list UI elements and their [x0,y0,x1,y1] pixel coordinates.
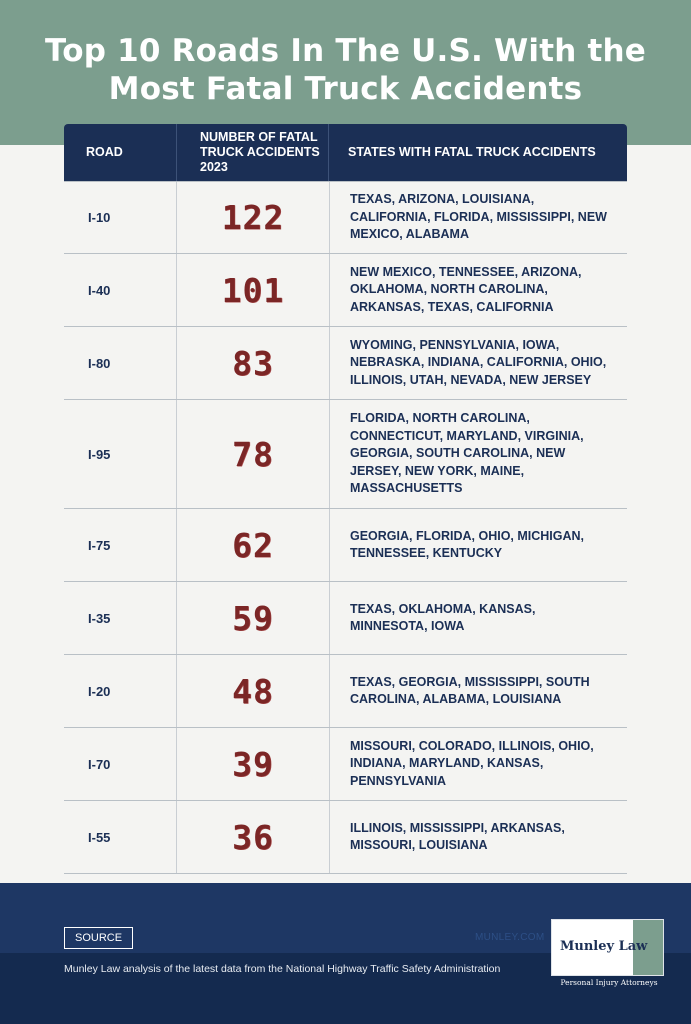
table-row [64,582,627,655]
states-cell: FLORIDA, NORTH CAROLINA, CONNECTICUT, MARYLAND, VIRGINIA, GEORGIA, SOUTH CAROLINA, NEW JERSEY, NEW YORK, MAINE, MASSACHUSETTS [350,411,584,496]
road-cell: I-10 [88,210,111,225]
table-row [64,509,627,582]
table-row [64,655,627,728]
road-cell: I-80 [88,355,111,371]
states-cell: WYOMING, PENNSYLVANIA, IOWA, NEBRASKA, INDIANA, CALIFORNIA, OHIO, ILLINOIS, UTAH, NEVADA, NEW JERSEY [350,337,607,387]
accident-count: 101 [176,254,330,326]
source-label: SOURCE [64,927,133,949]
road-cell: I-70 [88,756,111,772]
road-cell: I-20 [88,683,111,699]
table-header [64,124,627,181]
table-row [64,327,627,400]
road-cell: I-55 [88,829,111,845]
accident-count: 62 [176,509,330,581]
header-divider [176,124,177,181]
page-title [0,32,691,108]
table-row [64,254,627,327]
logo-tagline: Personal Injury Attorneys [560,978,658,987]
states-cell: TEXAS, OKLAHOMA, KANSAS, MINNESOTA, IOWA [350,601,536,633]
table-row [64,728,627,801]
logo-name: Munley Law [560,939,648,954]
header-states: STATES WITH FATAL TRUCK ACCIDENTS [348,145,596,159]
title-line-2: Most Fatal Truck Accidents [108,71,583,107]
source-text: Munley Law analysis of the latest data from the National Highway Traffic Safety Administration [64,963,501,975]
table-row [64,400,627,509]
table-body [64,181,627,874]
header-divider [328,124,329,181]
accident-count: 48 [176,655,330,727]
header-road: ROAD [86,145,123,159]
states-cell: TEXAS, GEORGIA, MISSISSIPPI, SOUTH CAROLINA, ALABAMA, LOUISIANA [350,674,590,706]
logo [551,919,664,976]
table-row [64,181,627,254]
road-cell: I-95 [88,446,111,462]
road-cell: I-75 [88,537,111,553]
accident-count: 83 [176,327,330,399]
website-link[interactable]: MUNLEY.COM [475,932,545,943]
accident-count: 78 [176,400,330,508]
title-line-1: Top 10 Roads In The U.S. With the [44,33,647,69]
states-cell: GEORGIA, FLORIDA, OHIO, MICHIGAN, TENNESSEE, KENTUCKY [350,528,585,560]
accidents-table [64,124,627,874]
states-cell: MISSOURI, COLORADO, ILLINOIS, OHIO, INDIANA, MARYLAND, KANSAS, PENNSYLVANIA [350,738,594,788]
header-number: NUMBER OF FATAL TRUCK ACCIDENTS 2023 [200,130,320,174]
accident-count: 39 [176,728,330,800]
accident-count: 122 [176,182,330,253]
road-cell: I-35 [88,610,111,626]
accident-count: 59 [176,582,330,654]
road-cell: I-40 [88,282,111,298]
states-cell: NEW MEXICO, TENNESSEE, ARIZONA, OKLAHOMA, NORTH CAROLINA, ARKANSAS, TEXAS, CALIFORNIA [350,264,582,314]
states-cell: TEXAS, ARIZONA, LOUISIANA, CALIFORNIA, FLORIDA, MISSISSIPPI, NEW MEXICO, ALABAMA [350,192,607,242]
accident-count: 36 [176,801,330,873]
table-row [64,801,627,874]
states-cell: ILLINOIS, MISSISSIPPI, ARKANSAS, MISSOURI, LOUISIANA [350,820,565,852]
